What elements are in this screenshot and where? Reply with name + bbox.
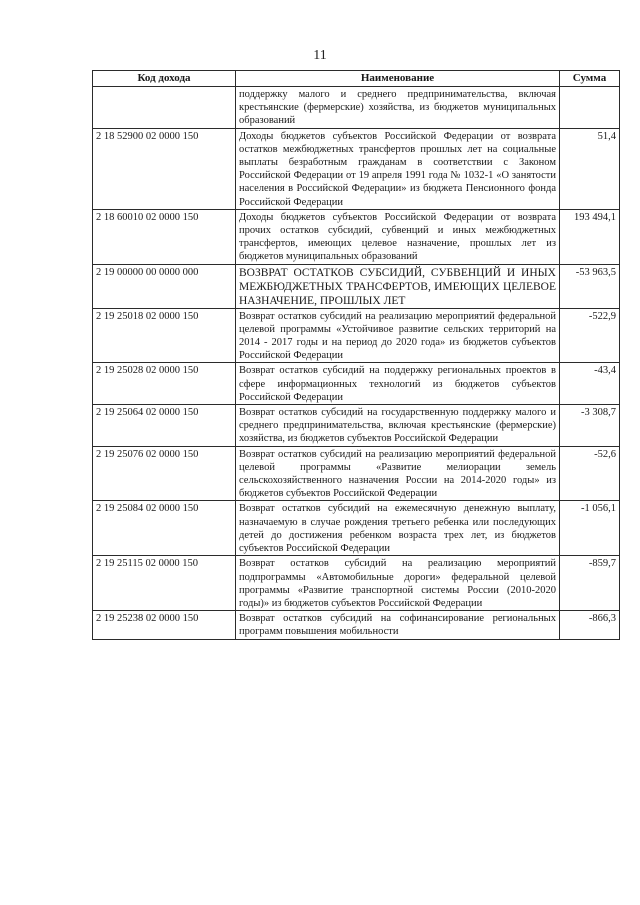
row-code: 2 19 00000 00 0000 000 [93,264,236,308]
row-sum [560,87,620,129]
table-row [93,501,620,556]
header-sum: Сумма [560,71,620,87]
row-sum: -53 963,5 [560,264,620,308]
table-row [93,87,620,129]
row-name: Доходы бюджетов субъектов Российской Федерации от возврата прочих остатков субсидий, субвенций и иных межбюджетных трансфертов, имеющих целевое назначение, прошлых лет из бюджетов муниципальных образований [236,209,560,264]
row-sum: -522,9 [560,308,620,363]
table-row [93,128,620,209]
table-row-section [93,264,620,308]
row-sum: -1 056,1 [560,501,620,556]
row-name: Возврат остатков субсидий на реализацию мероприятий федеральной целевой программы «Устойчивое развитие сельских территорий на 2014 - 2017 годы и на период до 2020 года» из бюджетов субъектов Российской Федерации [236,308,560,363]
row-code: 2 19 25028 02 0000 150 [93,363,236,405]
row-name: Возврат остатков субсидий на государственную поддержку малого и среднего предпринимательства, включая крестьянские (фермерские) хозяйства, из бюджетов субъектов Российской Федерации [236,405,560,447]
row-name: Доходы бюджетов субъектов Российской Федерации от возврата остатков межбюджетных трансфертов прошлых лет на социальные выплаты безработным гражданам в соответствии с Законом Российской Федерации от 19 апреля 1991 года № 1032-1 «О занятости населения в Российской Федерации» из бюджета Пенсионного фонда Российской Федерации [236,128,560,209]
row-code: 2 19 25238 02 0000 150 [93,611,236,639]
row-sum: -3 308,7 [560,405,620,447]
revenue-table [92,70,620,640]
table-row [93,611,620,639]
row-name: ВОЗВРАТ ОСТАТКОВ СУБСИДИЙ, СУБВЕНЦИЙ И ИНЫХ МЕЖБЮДЖЕТНЫХ ТРАНСФЕРТОВ, ИМЕЮЩИХ ЦЕЛЕВОЕ НАЗНАЧЕНИЕ, ПРОШЛЫХ ЛЕТ [236,264,560,308]
row-code [93,87,236,129]
table-row [93,405,620,447]
row-code: 2 19 25084 02 0000 150 [93,501,236,556]
table-row [93,363,620,405]
header-code: Код дохода [93,71,236,87]
row-name: Возврат остатков субсидий на софинансирование региональных программ повышения мобильности [236,611,560,639]
row-sum: -866,3 [560,611,620,639]
row-code: 2 18 60010 02 0000 150 [93,209,236,264]
row-name: Возврат остатков субсидий на реализацию мероприятий подпрограммы «Автомобильные дороги» федеральной целевой программы «Развитие транспортной системы России (2010-2020 годы)» из бюджетов субъектов Российской Федерации [236,556,560,611]
table-row [93,209,620,264]
row-name: поддержку малого и среднего предпринимательства, включая крестьянские (фермерские) хозяйства, из бюджетов муниципальных образований [236,87,560,129]
table-row [93,446,620,501]
table-header-row [93,71,620,87]
row-name: Возврат остатков субсидий на поддержку региональных проектов в сфере информационных технологий из бюджетов субъектов Российской Федерации [236,363,560,405]
table-row [93,556,620,611]
row-name: Возврат остатков субсидий на ежемесячную денежную выплату, назначаемую в случае рождения третьего ребенка или последующих детей до достижения ребенком возраста трех лет, из бюджетов субъектов Российской Федерации [236,501,560,556]
row-sum: 193 494,1 [560,209,620,264]
header-name: Наименование [236,71,560,87]
row-code: 2 19 25076 02 0000 150 [93,446,236,501]
row-code: 2 19 25064 02 0000 150 [93,405,236,447]
row-code: 2 19 25018 02 0000 150 [93,308,236,363]
row-sum: 51,4 [560,128,620,209]
row-name: Возврат остатков субсидий на реализацию мероприятий федеральной целевой программы «Развитие мелиорации земель сельскохозяйственного назначения России на 2014-2020 годы» из бюджетов субъектов Российской Федерации [236,446,560,501]
row-sum: -859,7 [560,556,620,611]
row-sum: -52,6 [560,446,620,501]
row-code: 2 19 25115 02 0000 150 [93,556,236,611]
page-number: 11 [313,48,327,63]
table-row [93,308,620,363]
row-code: 2 18 52900 02 0000 150 [93,128,236,209]
row-sum: -43,4 [560,363,620,405]
